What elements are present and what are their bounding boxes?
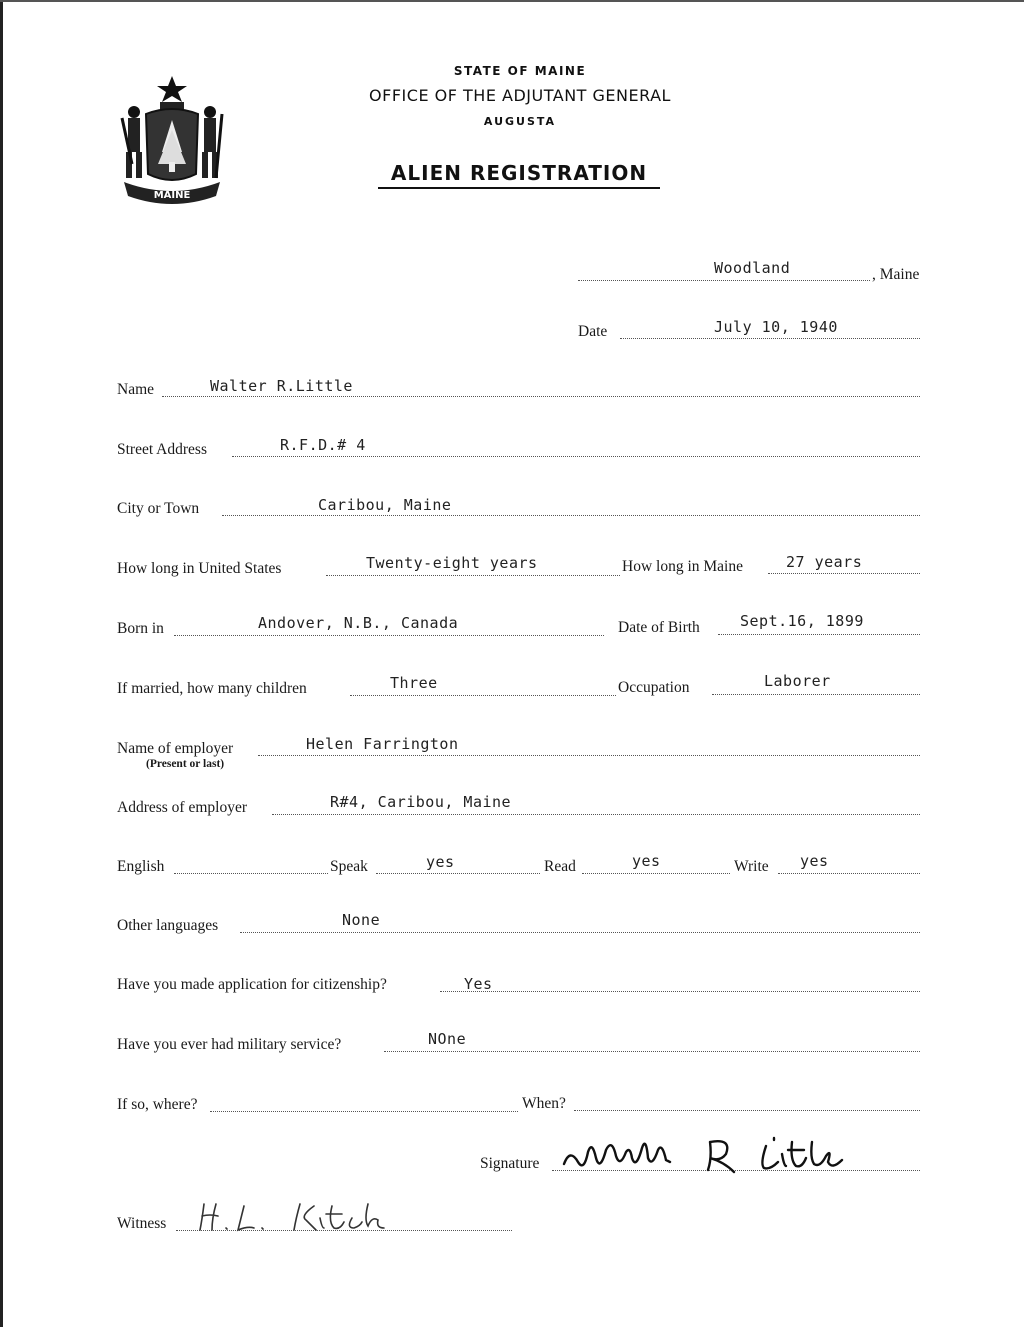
- born-in-label: Born in: [117, 620, 164, 637]
- citizenship-line: [440, 991, 920, 992]
- where-label: If so, where?: [117, 1096, 198, 1113]
- city-line: [222, 515, 920, 516]
- office-heading: OFFICE OF THE ADJUTANT GENERAL: [369, 86, 671, 105]
- military-value: NOne: [428, 1030, 467, 1048]
- date-of-birth-line: [718, 634, 920, 635]
- employer-address-line: [272, 814, 920, 815]
- place-line: [578, 280, 870, 281]
- date-of-birth-value: Sept.16, 1899: [740, 612, 864, 630]
- read-value: yes: [632, 852, 661, 870]
- occupation-value: Laborer: [764, 672, 831, 690]
- city-label: City or Town: [117, 500, 200, 517]
- applicant-signature: [560, 1128, 860, 1176]
- children-line: [350, 695, 616, 696]
- date-label: Date: [578, 323, 608, 340]
- how-long-us-label: How long in United States: [117, 560, 282, 577]
- date-value: July 10, 1940: [714, 318, 838, 336]
- employer-name-value: Helen Farrington: [306, 735, 459, 753]
- seal-lettering: MAINE: [153, 190, 191, 201]
- speak-value: yes: [426, 853, 455, 871]
- citizenship-value: Yes: [464, 975, 493, 993]
- witness-label: Witness: [117, 1215, 167, 1232]
- read-line: [582, 873, 730, 874]
- employer-name-label: Name of employer: [117, 740, 234, 757]
- employer-name-line: [258, 755, 920, 756]
- signature-label: Signature: [480, 1155, 540, 1172]
- english-label: English: [117, 858, 165, 875]
- city-heading: AUGUSTA: [483, 115, 557, 128]
- speak-line: [376, 873, 540, 874]
- how-long-maine-label: How long in Maine: [622, 558, 743, 575]
- occupation-line: [712, 694, 920, 695]
- other-languages-value: None: [342, 911, 381, 929]
- children-label: If married, how many children: [117, 680, 307, 697]
- name-value: Walter R.Little: [210, 377, 353, 395]
- maine-state-seal-icon: [116, 74, 228, 210]
- when-label: When?: [522, 1095, 566, 1112]
- how-long-maine-value: 27 years: [786, 553, 863, 571]
- witness-signature: [196, 1196, 396, 1236]
- place-value: Woodland: [714, 259, 791, 277]
- other-languages-label: Other languages: [117, 917, 219, 934]
- scan-edge-top: [0, 0, 1024, 2]
- name-label: Name: [117, 381, 155, 398]
- form-title: ALIEN REGISTRATION: [378, 161, 660, 189]
- write-label: Write: [734, 858, 769, 875]
- occupation-label: Occupation: [618, 679, 690, 696]
- english-line: [174, 873, 328, 874]
- how-long-us-line: [326, 575, 620, 576]
- date-of-birth-label: Date of Birth: [618, 619, 700, 636]
- how-long-us-value: Twenty-eight years: [366, 554, 538, 572]
- speak-label: Speak: [330, 858, 368, 875]
- where-line: [210, 1111, 518, 1112]
- street-address-label: Street Address: [117, 441, 207, 458]
- employer-address-label: Address of employer: [117, 799, 247, 816]
- date-line: [620, 338, 920, 339]
- employer-name-sublabel: (Present or last): [146, 758, 225, 770]
- write-value: yes: [800, 852, 829, 870]
- employer-address-value: R#4, Caribou, Maine: [330, 793, 512, 811]
- born-in-value: Andover, N.B., Canada: [258, 614, 459, 632]
- write-line: [778, 873, 920, 874]
- city-value: Caribou, Maine: [318, 496, 452, 514]
- citizenship-label: Have you made application for citizenship?: [117, 976, 387, 993]
- place-suffix: , Maine: [872, 266, 920, 283]
- born-in-line: [174, 635, 604, 636]
- children-value: Three: [390, 674, 438, 692]
- how-long-maine-line: [768, 573, 920, 574]
- street-address-value: R.F.D.# 4: [280, 436, 366, 454]
- scan-edge-left: [0, 0, 3, 1327]
- military-line: [384, 1051, 920, 1052]
- name-line: [162, 396, 920, 397]
- military-label: Have you ever had military service?: [117, 1036, 342, 1053]
- when-line: [574, 1110, 920, 1111]
- read-label: Read: [544, 858, 576, 875]
- other-languages-line: [240, 932, 920, 933]
- state-heading: STATE OF MAINE: [453, 64, 587, 78]
- street-address-line: [232, 456, 920, 457]
